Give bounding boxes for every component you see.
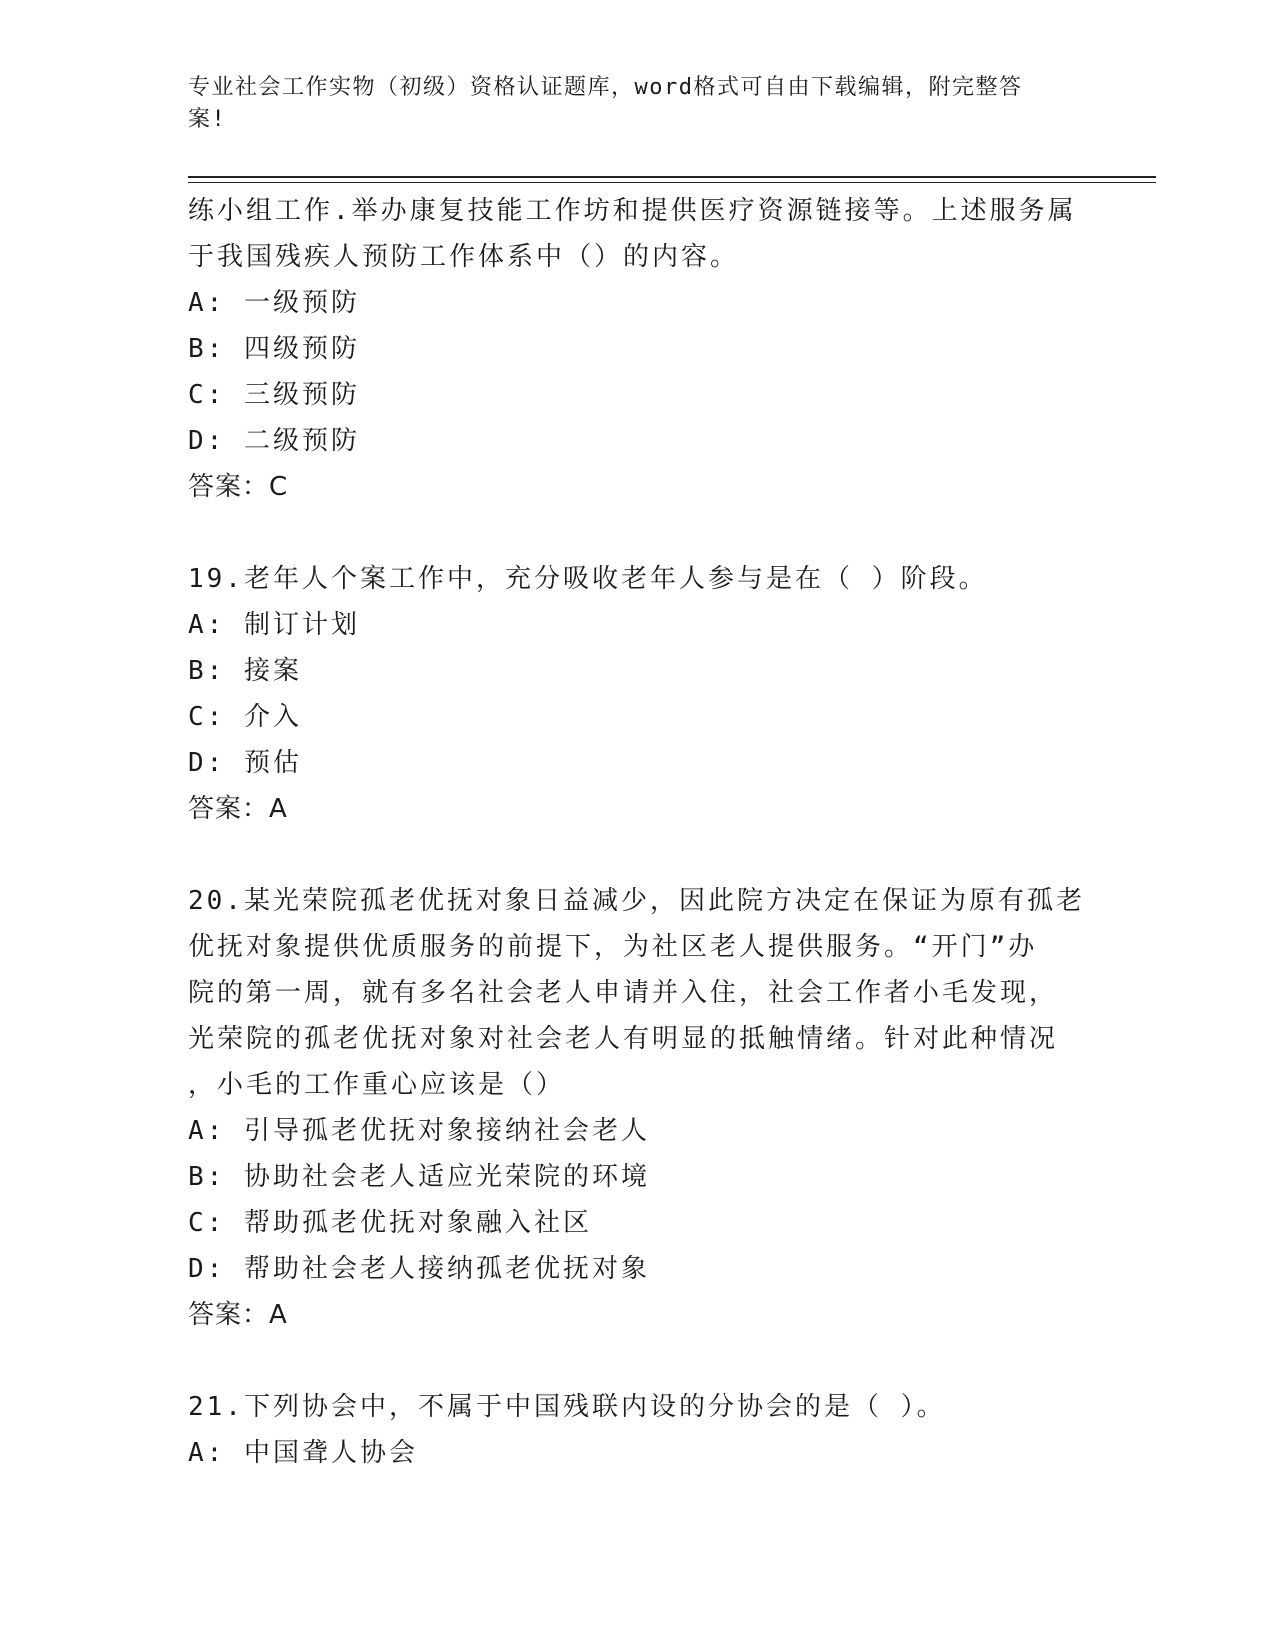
option-a: A: 一级预防	[188, 288, 360, 318]
option-a: A: 中国聋人协会	[188, 1438, 418, 1468]
question-stem-line: 优抚对象提供优质服务的前提下，为社区老人提供服务。“开门”办	[188, 932, 1038, 962]
option-b: B: 四级预防	[188, 334, 360, 364]
option-c: C: 帮助孤老优抚对象融入社区	[188, 1208, 592, 1238]
page-header	[188, 72, 1068, 136]
question-stem-line: ，小毛的工作重心应该是（）	[188, 1070, 566, 1100]
question-19	[188, 556, 1088, 832]
question-stem-line: 20.某光荣院孤老优抚对象日益减少，因此院方决定在保证为原有孤老	[188, 886, 1085, 916]
question-stem-line: 光荣院的孤老优抚对象对社会老人有明显的抵触情绪。针对此种情况	[188, 1024, 1059, 1054]
option-b: B: 协助社会老人适应光荣院的环境	[188, 1162, 650, 1192]
header-divider-thin	[188, 182, 1156, 183]
question-18	[188, 188, 1088, 510]
question-20	[188, 878, 1088, 1338]
header-divider-thick	[188, 176, 1156, 178]
header-line-2: 案!	[188, 107, 227, 132]
option-b: B: 接案	[188, 656, 302, 686]
document-body	[188, 188, 1088, 1476]
option-c: C: 三级预防	[188, 380, 360, 410]
answer-line: 答案：C	[188, 472, 289, 502]
question-stem-line: 院的第一周，就有多名社会老人申请并入住，社会工作者小毛发现，	[188, 978, 1059, 1008]
header-line-1: 专业社会工作实物（初级）资格认证题库，word格式可自由下载编辑，附完整答	[188, 75, 1023, 100]
answer-line: 答案：A	[188, 794, 288, 824]
question-21	[188, 1384, 1088, 1476]
spacer	[188, 510, 1088, 556]
question-stem-line: 于我国残疾人预防工作体系中（）的内容。	[188, 242, 740, 272]
option-a: A: 制订计划	[188, 610, 360, 640]
option-d: D: 预估	[188, 748, 302, 778]
spacer	[188, 832, 1088, 878]
spacer	[188, 1338, 1088, 1384]
question-stem-line: 练小组工作.举办康复技能工作坊和提供医疗资源链接等。上述服务属	[188, 196, 1077, 226]
option-c: C: 介入	[188, 702, 302, 732]
option-d: D: 帮助社会老人接纳孤老优抚对象	[188, 1254, 650, 1284]
option-a: A: 引导孤老优抚对象接纳社会老人	[188, 1116, 650, 1146]
question-stem-line: 19.老年人个案工作中，充分吸收老年人参与是在（ ）阶段。	[188, 564, 988, 594]
option-d: D: 二级预防	[188, 426, 360, 456]
answer-line: 答案：A	[188, 1300, 288, 1330]
question-stem-line: 21.下列协会中，不属于中国残联内设的分协会的是（ ）。	[188, 1392, 946, 1422]
